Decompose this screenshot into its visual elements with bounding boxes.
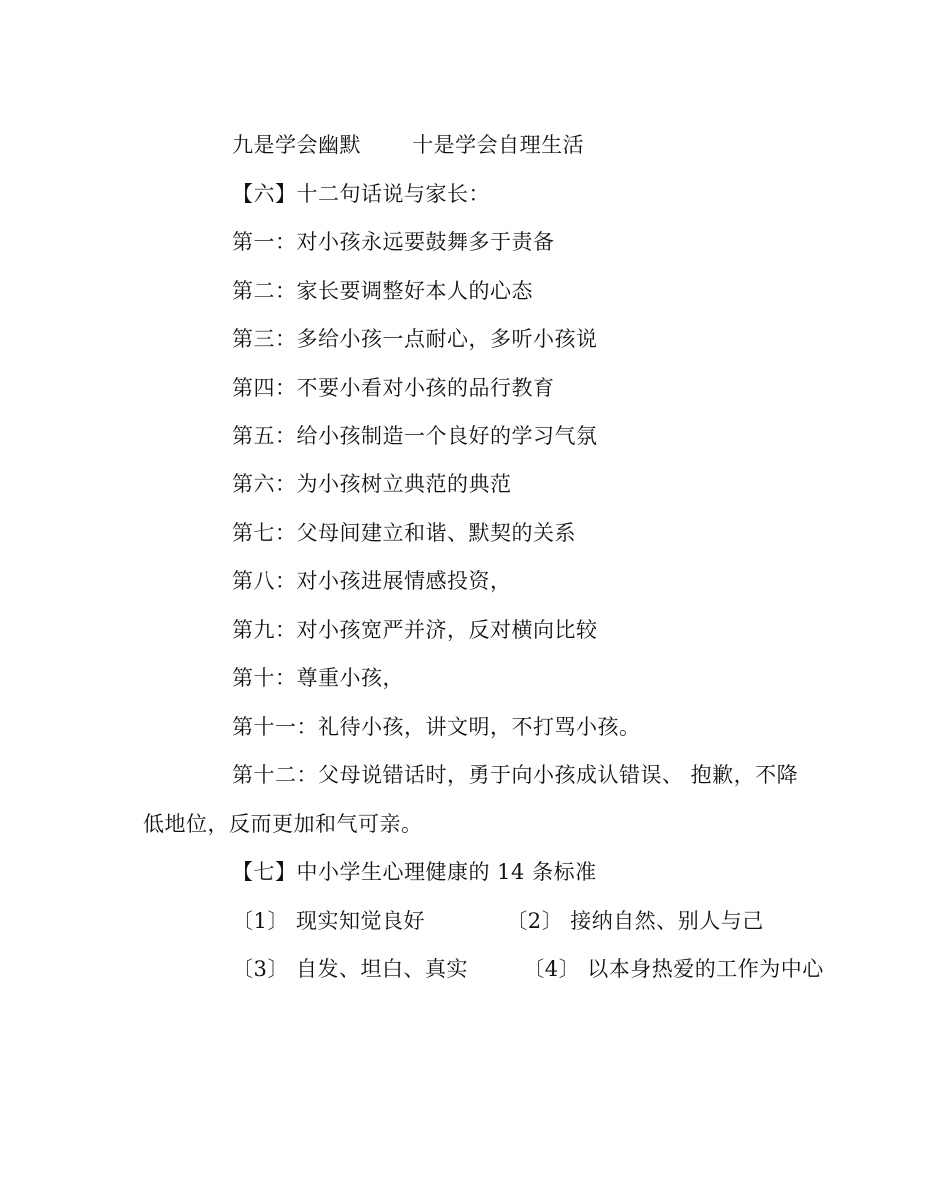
section-heading-six: 【六】十二句话说与家长： — [232, 182, 490, 206]
text-segment: 〔2〕 接纳自然、别人与己 — [506, 909, 764, 933]
text-line-17 — [232, 907, 764, 935]
text-line-10: 第八：对小孩进展情感投资， — [232, 569, 512, 593]
text-line-15: 低地位，反而更加和气可亲。 — [143, 812, 423, 836]
text-line-3: 第一：对小孩永远要鼓舞多于责备 — [232, 230, 555, 254]
text-line-1 — [232, 131, 584, 159]
text-segment: 〔3〕 自发、坦白、真实 — [232, 957, 469, 981]
text-line-9: 第七：父母间建立和谐、默契的关系 — [232, 521, 576, 545]
text-segment: 九是学会幽默 — [232, 133, 361, 157]
text-line-8: 第六：为小孩树立典范的典范 — [232, 472, 512, 496]
text-segment: 〔4〕 以本身热爱的工作为中心 — [523, 957, 824, 981]
section-heading-seven: 【七】中小学生心理健康的 14 条标准 — [232, 860, 597, 884]
text-line-5: 第三：多给小孩一点耐心，多听小孩说 — [232, 327, 598, 351]
text-line-13: 第十一：礼待小孩，讲文明，不打骂小孩。 — [232, 715, 641, 739]
text-line-18 — [232, 955, 824, 983]
text-line-7: 第五：给小孩制造一个良好的学习气氛 — [232, 424, 598, 448]
text-line-14: 第十二：父母说错话时，勇于向小孩成认错误、 抱歉，不降 — [232, 763, 799, 787]
text-line-11: 第九：对小孩宽严并济，反对横向比较 — [232, 618, 598, 642]
text-line-6: 第四：不要小看对小孩的品行教育 — [232, 376, 555, 400]
text-segment: 〔1〕 现实知觉良好 — [232, 909, 426, 933]
text-line-4: 第二：家长要调整好本人的心态 — [232, 279, 533, 303]
text-segment: 十是学会自理生活 — [412, 133, 585, 157]
text-line-12: 第十：尊重小孩， — [232, 666, 404, 690]
